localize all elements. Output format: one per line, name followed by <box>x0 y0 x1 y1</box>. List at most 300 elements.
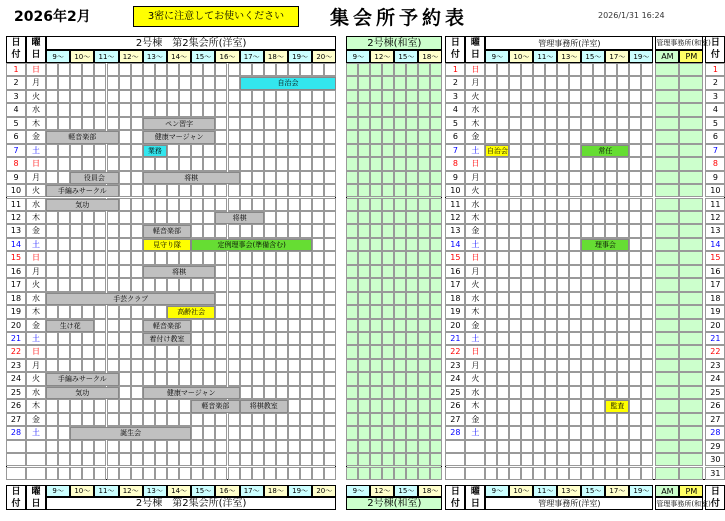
slot-cell[interactable] <box>485 319 497 332</box>
slot-cell[interactable] <box>143 184 155 197</box>
slot-cell[interactable] <box>533 332 545 345</box>
slot-cell[interactable] <box>418 372 430 385</box>
slot-cell[interactable] <box>155 63 167 76</box>
slot-cell[interactable] <box>143 440 155 453</box>
slot-cell[interactable] <box>521 386 533 399</box>
slot-cell[interactable] <box>521 76 533 89</box>
slot-cell[interactable] <box>497 63 509 76</box>
slot-cell[interactable] <box>300 305 312 318</box>
slot-cell[interactable] <box>569 117 581 130</box>
slot-cell[interactable] <box>418 305 430 318</box>
booking-block[interactable]: 常任 <box>581 145 629 157</box>
slot-cell[interactable] <box>629 292 641 305</box>
slot-cell[interactable] <box>629 171 641 184</box>
slot-cell[interactable] <box>545 265 557 278</box>
slot-cell[interactable] <box>545 413 557 426</box>
slot-cell[interactable] <box>312 251 324 264</box>
booking-block[interactable]: 高齢社会 <box>167 306 215 318</box>
slot-cell[interactable] <box>430 171 442 184</box>
slot-cell[interactable] <box>312 278 324 291</box>
slot-cell[interactable] <box>288 453 300 466</box>
slot-cell[interactable] <box>312 90 324 103</box>
slot-cell[interactable] <box>617 413 629 426</box>
slot-cell[interactable] <box>203 63 215 76</box>
slot-cell[interactable] <box>155 413 167 426</box>
slot-cell[interactable] <box>312 130 324 143</box>
slot-cell[interactable] <box>641 251 653 264</box>
booking-block[interactable]: 自治会 <box>240 77 337 89</box>
slot-cell[interactable] <box>143 63 155 76</box>
slot-cell[interactable] <box>288 467 300 480</box>
slot-cell[interactable] <box>557 171 569 184</box>
slot-cell[interactable] <box>581 372 593 385</box>
slot-cell[interactable] <box>288 399 300 412</box>
slot-cell[interactable] <box>155 76 167 89</box>
slot-cell[interactable] <box>394 440 406 453</box>
booking-block[interactable]: 定例理事会(準備含む) <box>191 239 312 251</box>
slot-cell[interactable] <box>276 278 288 291</box>
slot-cell[interactable] <box>382 292 394 305</box>
slot-cell[interactable] <box>288 332 300 345</box>
slot-cell[interactable] <box>521 372 533 385</box>
slot-cell[interactable] <box>406 90 418 103</box>
slot-cell[interactable] <box>406 198 418 211</box>
slot-cell[interactable] <box>629 305 641 318</box>
slot-cell[interactable] <box>593 345 605 358</box>
slot-cell[interactable] <box>119 372 131 385</box>
slot-cell[interactable] <box>107 467 119 480</box>
slot-cell[interactable] <box>370 413 382 426</box>
slot-cell[interactable] <box>382 399 394 412</box>
slot-cell[interactable] <box>545 117 557 130</box>
slot-cell[interactable] <box>569 198 581 211</box>
slot-cell[interactable] <box>312 399 324 412</box>
slot-cell[interactable] <box>215 76 227 89</box>
slot-cell[interactable] <box>155 305 167 318</box>
slot-cell[interactable] <box>521 198 533 211</box>
slot-cell[interactable] <box>406 467 418 480</box>
slot-cell[interactable] <box>358 305 370 318</box>
slot-cell[interactable] <box>358 211 370 224</box>
slot-cell[interactable] <box>557 90 569 103</box>
slot-cell[interactable] <box>418 440 430 453</box>
slot-cell[interactable] <box>312 359 324 372</box>
slot-cell[interactable] <box>430 332 442 345</box>
slot-cell[interactable] <box>346 265 358 278</box>
slot-cell[interactable] <box>370 467 382 480</box>
booking-block[interactable]: 軽音楽部 <box>143 225 191 237</box>
slot-cell[interactable] <box>593 278 605 291</box>
slot-cell[interactable] <box>655 63 679 76</box>
slot-cell[interactable] <box>521 63 533 76</box>
slot-cell[interactable] <box>276 211 288 224</box>
slot-cell[interactable] <box>655 292 679 305</box>
booking-block[interactable]: 誕生会 <box>70 427 191 439</box>
slot-cell[interactable] <box>119 184 131 197</box>
slot-cell[interactable] <box>593 413 605 426</box>
slot-cell[interactable] <box>58 453 70 466</box>
slot-cell[interactable] <box>131 198 143 211</box>
slot-cell[interactable] <box>119 399 131 412</box>
slot-cell[interactable] <box>240 359 252 372</box>
slot-cell[interactable] <box>394 319 406 332</box>
slot-cell[interactable] <box>215 359 227 372</box>
slot-cell[interactable] <box>629 265 641 278</box>
slot-cell[interactable] <box>252 251 264 264</box>
slot-cell[interactable] <box>107 278 119 291</box>
slot-cell[interactable] <box>497 413 509 426</box>
slot-cell[interactable] <box>179 144 191 157</box>
slot-cell[interactable] <box>131 453 143 466</box>
slot-cell[interactable] <box>70 440 82 453</box>
booking-block[interactable]: 業務 <box>143 145 167 157</box>
slot-cell[interactable] <box>418 345 430 358</box>
slot-cell[interactable] <box>617 305 629 318</box>
slot-cell[interactable] <box>215 467 227 480</box>
slot-cell[interactable] <box>617 76 629 89</box>
slot-cell[interactable] <box>203 467 215 480</box>
slot-cell[interactable] <box>569 171 581 184</box>
slot-cell[interactable] <box>252 372 264 385</box>
slot-cell[interactable] <box>394 386 406 399</box>
slot-cell[interactable] <box>497 305 509 318</box>
slot-cell[interactable] <box>288 345 300 358</box>
slot-cell[interactable] <box>617 467 629 480</box>
slot-cell[interactable] <box>46 332 58 345</box>
slot-cell[interactable] <box>545 345 557 358</box>
slot-cell[interactable] <box>581 224 593 237</box>
slot-cell[interactable] <box>569 251 581 264</box>
slot-cell[interactable] <box>155 467 167 480</box>
slot-cell[interactable] <box>485 90 497 103</box>
slot-cell[interactable] <box>394 157 406 170</box>
slot-cell[interactable] <box>617 63 629 76</box>
slot-cell[interactable] <box>545 305 557 318</box>
slot-cell[interactable] <box>641 157 653 170</box>
slot-cell[interactable] <box>655 372 679 385</box>
slot-cell[interactable] <box>545 372 557 385</box>
slot-cell[interactable] <box>394 359 406 372</box>
slot-cell[interactable] <box>655 265 679 278</box>
slot-cell[interactable] <box>509 130 521 143</box>
slot-cell[interactable] <box>82 399 94 412</box>
slot-cell[interactable] <box>324 278 336 291</box>
slot-cell[interactable] <box>509 90 521 103</box>
slot-cell[interactable] <box>382 171 394 184</box>
slot-cell[interactable] <box>324 63 336 76</box>
slot-cell[interactable] <box>406 440 418 453</box>
slot-cell[interactable] <box>617 224 629 237</box>
slot-cell[interactable] <box>94 103 106 116</box>
slot-cell[interactable] <box>179 278 191 291</box>
slot-cell[interactable] <box>394 426 406 439</box>
slot-cell[interactable] <box>228 76 240 89</box>
slot-cell[interactable] <box>569 359 581 372</box>
slot-cell[interactable] <box>276 359 288 372</box>
slot-cell[interactable] <box>679 467 703 480</box>
slot-cell[interactable] <box>58 224 70 237</box>
slot-cell[interactable] <box>346 184 358 197</box>
slot-cell[interactable] <box>430 386 442 399</box>
slot-cell[interactable] <box>312 117 324 130</box>
slot-cell[interactable] <box>533 345 545 358</box>
slot-cell[interactable] <box>324 359 336 372</box>
booking-block[interactable]: 気功 <box>46 387 119 399</box>
slot-cell[interactable] <box>382 386 394 399</box>
slot-cell[interactable] <box>240 63 252 76</box>
slot-cell[interactable] <box>94 332 106 345</box>
slot-cell[interactable] <box>358 292 370 305</box>
slot-cell[interactable] <box>641 117 653 130</box>
booking-block[interactable]: 手編みサークル <box>46 185 119 197</box>
slot-cell[interactable] <box>324 453 336 466</box>
slot-cell[interactable] <box>240 251 252 264</box>
slot-cell[interactable] <box>155 90 167 103</box>
slot-cell[interactable] <box>346 319 358 332</box>
slot-cell[interactable] <box>191 251 203 264</box>
slot-cell[interactable] <box>406 251 418 264</box>
slot-cell[interactable] <box>497 265 509 278</box>
slot-cell[interactable] <box>569 144 581 157</box>
slot-cell[interactable] <box>264 372 276 385</box>
slot-cell[interactable] <box>533 76 545 89</box>
slot-cell[interactable] <box>276 332 288 345</box>
slot-cell[interactable] <box>82 157 94 170</box>
slot-cell[interactable] <box>679 399 703 412</box>
slot-cell[interactable] <box>581 265 593 278</box>
slot-cell[interactable] <box>394 467 406 480</box>
slot-cell[interactable] <box>252 332 264 345</box>
slot-cell[interactable] <box>593 224 605 237</box>
slot-cell[interactable] <box>46 265 58 278</box>
slot-cell[interactable] <box>240 157 252 170</box>
slot-cell[interactable] <box>430 413 442 426</box>
slot-cell[interactable] <box>107 453 119 466</box>
slot-cell[interactable] <box>418 413 430 426</box>
slot-cell[interactable] <box>358 359 370 372</box>
slot-cell[interactable] <box>143 359 155 372</box>
slot-cell[interactable] <box>497 345 509 358</box>
slot-cell[interactable] <box>276 224 288 237</box>
slot-cell[interactable] <box>179 467 191 480</box>
slot-cell[interactable] <box>655 319 679 332</box>
slot-cell[interactable] <box>605 117 617 130</box>
slot-cell[interactable] <box>629 319 641 332</box>
slot-cell[interactable] <box>569 440 581 453</box>
slot-cell[interactable] <box>155 345 167 358</box>
slot-cell[interactable] <box>346 157 358 170</box>
slot-cell[interactable] <box>605 265 617 278</box>
slot-cell[interactable] <box>406 453 418 466</box>
slot-cell[interactable] <box>324 305 336 318</box>
slot-cell[interactable] <box>143 278 155 291</box>
slot-cell[interactable] <box>358 399 370 412</box>
slot-cell[interactable] <box>617 90 629 103</box>
slot-cell[interactable] <box>641 399 653 412</box>
slot-cell[interactable] <box>300 103 312 116</box>
slot-cell[interactable] <box>430 453 442 466</box>
slot-cell[interactable] <box>58 211 70 224</box>
slot-cell[interactable] <box>545 292 557 305</box>
slot-cell[interactable] <box>94 157 106 170</box>
slot-cell[interactable] <box>406 305 418 318</box>
slot-cell[interactable] <box>167 63 179 76</box>
slot-cell[interactable] <box>300 265 312 278</box>
slot-cell[interactable] <box>252 184 264 197</box>
slot-cell[interactable] <box>569 238 581 251</box>
slot-cell[interactable] <box>655 171 679 184</box>
slot-cell[interactable] <box>119 278 131 291</box>
slot-cell[interactable] <box>629 238 641 251</box>
slot-cell[interactable] <box>107 251 119 264</box>
slot-cell[interactable] <box>70 117 82 130</box>
slot-cell[interactable] <box>569 76 581 89</box>
slot-cell[interactable] <box>288 413 300 426</box>
slot-cell[interactable] <box>509 157 521 170</box>
slot-cell[interactable] <box>617 359 629 372</box>
slot-cell[interactable] <box>509 103 521 116</box>
slot-cell[interactable] <box>521 103 533 116</box>
slot-cell[interactable] <box>312 386 324 399</box>
slot-cell[interactable] <box>557 453 569 466</box>
slot-cell[interactable] <box>276 292 288 305</box>
slot-cell[interactable] <box>215 198 227 211</box>
slot-cell[interactable] <box>430 76 442 89</box>
slot-cell[interactable] <box>655 184 679 197</box>
slot-cell[interactable] <box>521 345 533 358</box>
slot-cell[interactable] <box>641 386 653 399</box>
slot-cell[interactable] <box>581 63 593 76</box>
slot-cell[interactable] <box>679 157 703 170</box>
slot-cell[interactable] <box>641 211 653 224</box>
slot-cell[interactable] <box>629 278 641 291</box>
slot-cell[interactable] <box>346 63 358 76</box>
slot-cell[interactable] <box>605 467 617 480</box>
slot-cell[interactable] <box>94 76 106 89</box>
slot-cell[interactable] <box>70 413 82 426</box>
slot-cell[interactable] <box>617 265 629 278</box>
slot-cell[interactable] <box>288 278 300 291</box>
slot-cell[interactable] <box>370 144 382 157</box>
slot-cell[interactable] <box>119 386 131 399</box>
slot-cell[interactable] <box>346 305 358 318</box>
slot-cell[interactable] <box>300 144 312 157</box>
slot-cell[interactable] <box>82 359 94 372</box>
slot-cell[interactable] <box>679 345 703 358</box>
slot-cell[interactable] <box>300 440 312 453</box>
slot-cell[interactable] <box>300 399 312 412</box>
slot-cell[interactable] <box>107 90 119 103</box>
slot-cell[interactable] <box>569 292 581 305</box>
slot-cell[interactable] <box>382 467 394 480</box>
slot-cell[interactable] <box>370 372 382 385</box>
slot-cell[interactable] <box>641 76 653 89</box>
slot-cell[interactable] <box>94 319 106 332</box>
slot-cell[interactable] <box>300 319 312 332</box>
slot-cell[interactable] <box>70 359 82 372</box>
slot-cell[interactable] <box>533 359 545 372</box>
slot-cell[interactable] <box>252 413 264 426</box>
slot-cell[interactable] <box>167 359 179 372</box>
slot-cell[interactable] <box>58 305 70 318</box>
booking-block[interactable]: 生け花 <box>46 320 94 332</box>
slot-cell[interactable] <box>485 372 497 385</box>
slot-cell[interactable] <box>70 332 82 345</box>
slot-cell[interactable] <box>264 332 276 345</box>
slot-cell[interactable] <box>179 251 191 264</box>
slot-cell[interactable] <box>617 426 629 439</box>
slot-cell[interactable] <box>557 413 569 426</box>
slot-cell[interactable] <box>382 224 394 237</box>
slot-cell[interactable] <box>545 90 557 103</box>
slot-cell[interactable] <box>370 238 382 251</box>
slot-cell[interactable] <box>382 319 394 332</box>
slot-cell[interactable] <box>131 130 143 143</box>
slot-cell[interactable] <box>679 224 703 237</box>
slot-cell[interactable] <box>346 224 358 237</box>
slot-cell[interactable] <box>191 278 203 291</box>
slot-cell[interactable] <box>70 467 82 480</box>
slot-cell[interactable] <box>485 399 497 412</box>
slot-cell[interactable] <box>679 319 703 332</box>
slot-cell[interactable] <box>605 278 617 291</box>
slot-cell[interactable] <box>521 426 533 439</box>
slot-cell[interactable] <box>497 332 509 345</box>
slot-cell[interactable] <box>94 278 106 291</box>
booking-block[interactable]: 手芸クラブ <box>46 293 215 305</box>
slot-cell[interactable] <box>569 426 581 439</box>
slot-cell[interactable] <box>557 130 569 143</box>
slot-cell[interactable] <box>167 157 179 170</box>
slot-cell[interactable] <box>485 171 497 184</box>
slot-cell[interactable] <box>629 440 641 453</box>
slot-cell[interactable] <box>509 345 521 358</box>
slot-cell[interactable] <box>358 332 370 345</box>
slot-cell[interactable] <box>264 453 276 466</box>
slot-cell[interactable] <box>143 103 155 116</box>
slot-cell[interactable] <box>557 76 569 89</box>
slot-cell[interactable] <box>358 117 370 130</box>
slot-cell[interactable] <box>509 399 521 412</box>
slot-cell[interactable] <box>107 224 119 237</box>
slot-cell[interactable] <box>497 130 509 143</box>
slot-cell[interactable] <box>679 332 703 345</box>
slot-cell[interactable] <box>382 76 394 89</box>
slot-cell[interactable] <box>94 224 106 237</box>
slot-cell[interactable] <box>167 440 179 453</box>
slot-cell[interactable] <box>324 171 336 184</box>
slot-cell[interactable] <box>593 426 605 439</box>
slot-cell[interactable] <box>346 345 358 358</box>
slot-cell[interactable] <box>131 63 143 76</box>
slot-cell[interactable] <box>605 453 617 466</box>
slot-cell[interactable] <box>358 372 370 385</box>
slot-cell[interactable] <box>312 440 324 453</box>
slot-cell[interactable] <box>46 345 58 358</box>
slot-cell[interactable] <box>605 413 617 426</box>
slot-cell[interactable] <box>605 292 617 305</box>
slot-cell[interactable] <box>581 467 593 480</box>
slot-cell[interactable] <box>107 265 119 278</box>
slot-cell[interactable] <box>288 157 300 170</box>
slot-cell[interactable] <box>46 117 58 130</box>
slot-cell[interactable] <box>107 157 119 170</box>
slot-cell[interactable] <box>593 171 605 184</box>
slot-cell[interactable] <box>545 278 557 291</box>
slot-cell[interactable] <box>191 211 203 224</box>
slot-cell[interactable] <box>605 103 617 116</box>
slot-cell[interactable] <box>346 103 358 116</box>
